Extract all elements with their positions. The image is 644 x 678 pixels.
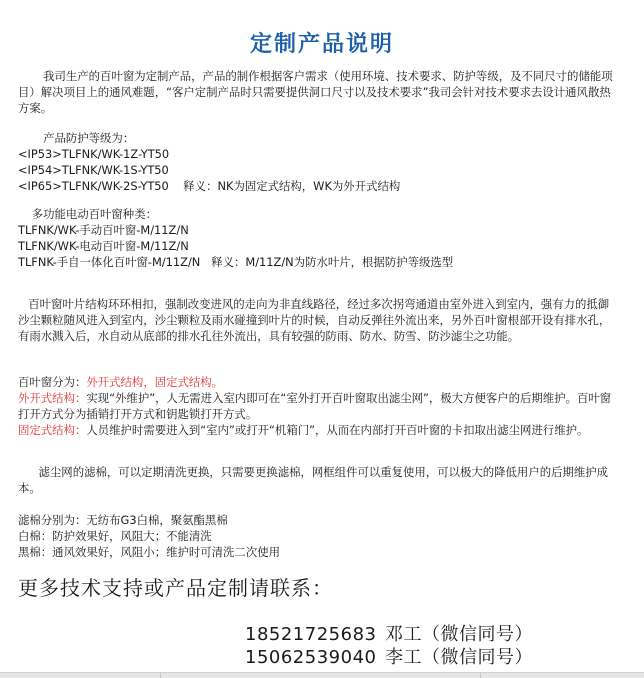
protection-note: 释义：NK为固定式结构，WK为外开式结构 <box>183 179 401 193</box>
contact-name: 邓工（微信同号） <box>385 624 533 645</box>
types-item: TLFNK-手自一体化百叶窗-M/11Z/N <box>18 255 201 269</box>
cotton-white: 白棉：防护效果好，风阻大；不能清洗 <box>18 529 212 543</box>
filter-text: 滤尘网的滤棉，可以定期清洗更换，只需要更换滤棉，网框组件可以重复使用，可以极大的降低用户的后期维护成本。 <box>18 465 609 495</box>
cotton-section <box>18 512 618 560</box>
split-value: 外开式结构，固定式结构。 <box>86 375 224 389</box>
types-section <box>18 206 618 270</box>
contact-phone: 18521725683 <box>245 624 377 645</box>
filter-paragraph <box>18 464 618 496</box>
protection-item: <IP65>TLFNK/WK-2S-YT50 <box>18 179 169 193</box>
types-item: TLFNK/WK-电动百叶窗-M/11Z/N <box>18 239 189 253</box>
protection-section <box>18 130 618 194</box>
outer-text: 实现“外维护”，人无需进入室内即可在“室外打开百叶窗取出滤尘网”，极大方便客户的后期维护。百叶窗打开方式分为插销打开方式和钥匙锁打开方式。 <box>18 391 612 421</box>
scrollbar-divider <box>160 673 161 678</box>
cotton-black: 黑棉：通风效果好，风阻小；维护时可清洗二次使用 <box>18 545 280 559</box>
fixed-label: 固定式结构： <box>18 423 87 437</box>
page-title: 定制产品说明 <box>249 32 394 57</box>
split-section <box>18 374 618 438</box>
structure-paragraph <box>18 296 618 344</box>
structure-text: 百叶窗叶片结构环环相扣，强制改变进风的走向为非直线路径，经过多次拐弯通道由室外进入到室内，强有力的抵御沙尘颗粒随风进入到室内，沙尘颗粒及雨水碰撞到叶片的时候，自动反弹往外流出来，另外百叶窗根部开设有排水孔，有雨水溅入后，水自动从底部的排水孔往外流出，具有较强的防雨、防水、防雪、防沙滤尘之功能。 <box>18 297 611 343</box>
contact-heading: 更多技术支持或产品定制请联系： <box>18 576 333 600</box>
intro-text: 我司生产的百叶窗为定制产品，产品的制作根据客户需求（使用环境、技术要求、防护等级，及不同尺寸的储能项目）解决项目上的通风难题，“客户定制产品时只需要提供洞口尺寸以及技术要求”我司会针对技术要求去设计通风散热方案。 <box>18 69 613 115</box>
types-heading: 多功能电动百叶窗种类： <box>31 207 157 221</box>
contact-phone: 15062539040 <box>245 647 377 668</box>
contact-row <box>245 643 533 669</box>
bottom-scrollbar[interactable] <box>0 672 644 678</box>
outer-label: 外开式结构： <box>18 391 87 405</box>
cotton-intro: 滤棉分别为：无纺布G3白棉，聚氨酯黑棉 <box>18 513 228 527</box>
protection-heading: 产品防护等级为： <box>43 131 135 145</box>
protection-item: <IP53>TLFNK/WK-1Z-YT50 <box>18 147 170 161</box>
scrollbar-divider <box>480 673 481 678</box>
protection-item: <IP54>TLFNK/WK-1S-YT50 <box>18 163 169 177</box>
types-item: TLFNK/WK-手动百叶窗-M/11Z/N <box>18 223 189 237</box>
contact-name: 李工（微信同号） <box>385 647 533 668</box>
split-label: 百叶窗分为： <box>18 375 87 389</box>
types-note: 释义：M/11Z/N为防水叶片，根据防护等级选型 <box>211 255 454 269</box>
fixed-text: 人员维护时需要进入到“室内”或打开“机箱门”，从而在内部打开百叶窗的卡扣取出滤尘网进行维护。 <box>86 423 589 437</box>
intro-paragraph <box>18 68 618 116</box>
